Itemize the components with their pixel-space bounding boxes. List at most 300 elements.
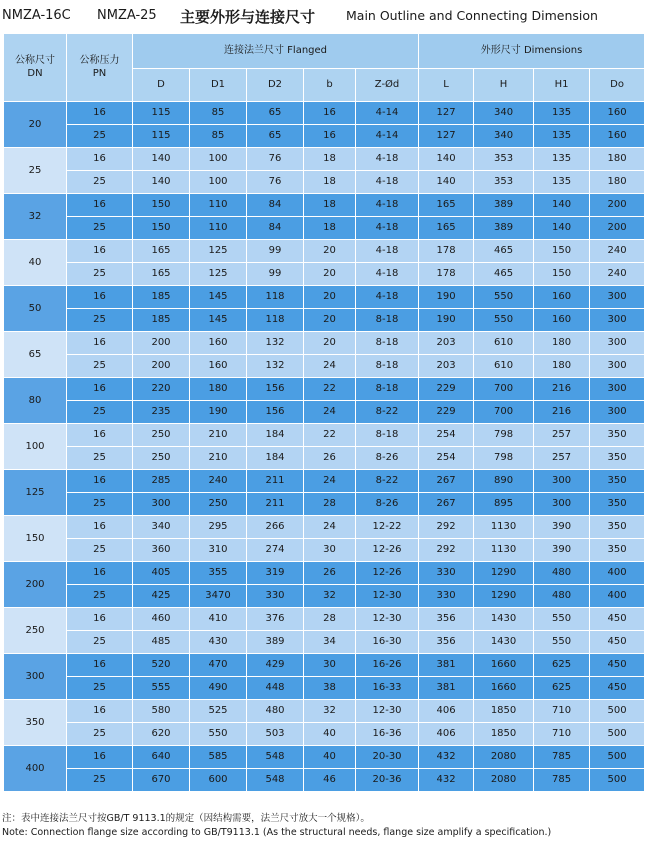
value-cell: 355 (190, 562, 247, 585)
value-cell: 8-18 (356, 424, 419, 447)
value-cell: 140 (133, 171, 190, 194)
value-cell: 165 (133, 240, 190, 263)
dn-cell: 80 (4, 378, 67, 424)
pn-cell: 25 (67, 355, 133, 378)
col-header-b: b (304, 69, 356, 102)
value-cell: 12-30 (356, 608, 419, 631)
value-cell: 22 (304, 424, 356, 447)
value-cell: 8-26 (356, 493, 419, 516)
col-header-d1: D1 (190, 69, 247, 102)
dn-cell: 40 (4, 240, 67, 286)
value-cell: 178 (419, 263, 474, 286)
title-english: Main Outline and Connecting Dimension (346, 8, 598, 23)
table-row (4, 240, 645, 263)
value-cell: 356 (419, 608, 474, 631)
value-cell: 625 (534, 677, 590, 700)
value-cell: 26 (304, 562, 356, 585)
value-cell: 300 (133, 493, 190, 516)
value-cell: 520 (133, 654, 190, 677)
pn-cell: 25 (67, 309, 133, 332)
value-cell: 250 (190, 493, 247, 516)
value-cell: 360 (133, 539, 190, 562)
value-cell: 429 (247, 654, 304, 677)
value-cell: 600 (190, 769, 247, 792)
value-cell: 20 (304, 332, 356, 355)
value-cell: 160 (534, 309, 590, 332)
value-cell: 400 (590, 562, 645, 585)
value-cell: 24 (304, 516, 356, 539)
table-row (4, 677, 645, 700)
pn-cell: 25 (67, 723, 133, 746)
value-cell: 156 (247, 401, 304, 424)
value-cell: 480 (534, 562, 590, 585)
pn-cell: 25 (67, 769, 133, 792)
value-cell: 165 (133, 263, 190, 286)
value-cell: 203 (419, 355, 474, 378)
table-row (4, 355, 645, 378)
value-cell: 890 (474, 470, 534, 493)
value-cell: 40 (304, 723, 356, 746)
value-cell: 390 (534, 539, 590, 562)
value-cell: 625 (534, 654, 590, 677)
value-cell: 710 (534, 723, 590, 746)
value-cell: 8-22 (356, 401, 419, 424)
value-cell: 310 (190, 539, 247, 562)
value-cell: 145 (190, 309, 247, 332)
col-header-h: H (474, 69, 534, 102)
value-cell: 292 (419, 539, 474, 562)
notes (2, 812, 648, 840)
pn-cell: 16 (67, 378, 133, 401)
value-cell: 240 (590, 240, 645, 263)
value-cell: 40 (304, 746, 356, 769)
table-row (4, 723, 645, 746)
value-cell: 389 (247, 631, 304, 654)
pn-cell: 16 (67, 102, 133, 125)
value-cell: 300 (590, 286, 645, 309)
dimension-table (3, 33, 645, 792)
value-cell: 700 (474, 378, 534, 401)
value-cell: 1430 (474, 631, 534, 654)
table-row (4, 401, 645, 424)
table-row (4, 263, 645, 286)
value-cell: 12-30 (356, 700, 419, 723)
col-header-d: D (133, 69, 190, 102)
value-cell: 710 (534, 700, 590, 723)
col-header-do: Do (590, 69, 645, 102)
value-cell: 350 (590, 470, 645, 493)
value-cell: 480 (534, 585, 590, 608)
value-cell: 118 (247, 286, 304, 309)
value-cell: 18 (304, 194, 356, 217)
title-chinese: 主要外形与连接尺寸 (180, 8, 316, 26)
value-cell: 46 (304, 769, 356, 792)
value-cell: 12-26 (356, 539, 419, 562)
value-cell: 254 (419, 447, 474, 470)
pn-cell: 16 (67, 562, 133, 585)
dn-header-en: DN (27, 68, 43, 79)
table-row (4, 516, 645, 539)
value-cell: 1130 (474, 516, 534, 539)
value-cell: 24 (304, 470, 356, 493)
value-cell: 84 (247, 194, 304, 217)
value-cell: 140 (534, 217, 590, 240)
value-cell: 150 (534, 240, 590, 263)
table-row (4, 447, 645, 470)
value-cell: 500 (590, 700, 645, 723)
dn-cell: 150 (4, 516, 67, 562)
table-row (4, 125, 645, 148)
value-cell: 330 (419, 585, 474, 608)
value-cell: 610 (474, 355, 534, 378)
value-cell: 319 (247, 562, 304, 585)
table-row (4, 194, 645, 217)
value-cell: 550 (474, 286, 534, 309)
value-cell: 20-30 (356, 746, 419, 769)
value-cell: 84 (247, 217, 304, 240)
value-cell: 28 (304, 608, 356, 631)
dn-cell: 400 (4, 746, 67, 792)
pn-cell: 16 (67, 286, 133, 309)
value-cell: 203 (419, 332, 474, 355)
value-cell: 500 (590, 769, 645, 792)
value-cell: 330 (247, 585, 304, 608)
value-cell: 798 (474, 447, 534, 470)
value-cell: 1130 (474, 539, 534, 562)
value-cell: 132 (247, 355, 304, 378)
value-cell: 8-18 (356, 332, 419, 355)
pn-cell: 25 (67, 171, 133, 194)
pn-cell: 16 (67, 516, 133, 539)
value-cell: 3470 (190, 585, 247, 608)
value-cell: 257 (534, 447, 590, 470)
note-chinese: 注：表中连接法兰尺寸按GB/T 9113.1的规定（因结构需要，法兰尺寸放大一个规格）。 (2, 813, 370, 824)
value-cell: 180 (190, 378, 247, 401)
value-cell: 4-18 (356, 148, 419, 171)
dn-header-cn: 公称尺寸 (15, 55, 55, 66)
value-cell: 490 (190, 677, 247, 700)
value-cell: 585 (190, 746, 247, 769)
table-row (4, 217, 645, 240)
value-cell: 150 (133, 217, 190, 240)
dn-cell: 300 (4, 654, 67, 700)
value-cell: 28 (304, 493, 356, 516)
value-cell: 16-30 (356, 631, 419, 654)
pn-cell: 16 (67, 332, 133, 355)
table-row (4, 171, 645, 194)
value-cell: 18 (304, 217, 356, 240)
flanged-group-header: 连接法兰尺寸 Flanged (133, 34, 419, 69)
value-cell: 200 (133, 355, 190, 378)
value-cell: 16 (304, 125, 356, 148)
value-cell: 250 (133, 424, 190, 447)
pn-cell: 16 (67, 746, 133, 769)
value-cell: 85 (190, 125, 247, 148)
value-cell: 500 (590, 723, 645, 746)
value-cell: 125 (190, 263, 247, 286)
pn-cell: 16 (67, 194, 133, 217)
value-cell: 300 (590, 401, 645, 424)
value-cell: 267 (419, 470, 474, 493)
value-cell: 2080 (474, 769, 534, 792)
value-cell: 160 (590, 102, 645, 125)
value-cell: 390 (534, 516, 590, 539)
dn-cell: 32 (4, 194, 67, 240)
value-cell: 670 (133, 769, 190, 792)
value-cell: 100 (190, 148, 247, 171)
pn-cell: 25 (67, 263, 133, 286)
value-cell: 165 (419, 194, 474, 217)
value-cell: 16-33 (356, 677, 419, 700)
value-cell: 34 (304, 631, 356, 654)
value-cell: 254 (419, 424, 474, 447)
value-cell: 32 (304, 700, 356, 723)
value-cell: 30 (304, 539, 356, 562)
header-row-top (4, 34, 645, 69)
value-cell: 1850 (474, 723, 534, 746)
value-cell: 216 (534, 401, 590, 424)
value-cell: 450 (590, 677, 645, 700)
value-cell: 432 (419, 769, 474, 792)
value-cell: 350 (590, 493, 645, 516)
value-cell: 160 (190, 355, 247, 378)
value-cell: 229 (419, 378, 474, 401)
value-cell: 353 (474, 171, 534, 194)
table-row (4, 539, 645, 562)
pn-cell: 25 (67, 585, 133, 608)
value-cell: 895 (474, 493, 534, 516)
value-cell: 1290 (474, 585, 534, 608)
pn-cell: 16 (67, 700, 133, 723)
value-cell: 140 (133, 148, 190, 171)
value-cell: 20 (304, 286, 356, 309)
value-cell: 350 (590, 424, 645, 447)
table-row (4, 332, 645, 355)
value-cell: 135 (534, 171, 590, 194)
value-cell: 22 (304, 378, 356, 401)
value-cell: 200 (133, 332, 190, 355)
value-cell: 376 (247, 608, 304, 631)
table-row (4, 608, 645, 631)
value-cell: 4-18 (356, 263, 419, 286)
value-cell: 470 (190, 654, 247, 677)
value-cell: 300 (590, 332, 645, 355)
value-cell: 350 (590, 539, 645, 562)
value-cell: 24 (304, 401, 356, 424)
dn-cell: 20 (4, 102, 67, 148)
value-cell: 1660 (474, 654, 534, 677)
value-cell: 640 (133, 746, 190, 769)
value-cell: 12-30 (356, 585, 419, 608)
value-cell: 8-18 (356, 378, 419, 401)
table-row (4, 562, 645, 585)
value-cell: 211 (247, 470, 304, 493)
value-cell: 200 (590, 217, 645, 240)
value-cell: 12-26 (356, 562, 419, 585)
value-cell: 274 (247, 539, 304, 562)
table-row (4, 700, 645, 723)
value-cell: 38 (304, 677, 356, 700)
value-cell: 432 (419, 746, 474, 769)
value-cell: 381 (419, 677, 474, 700)
dn-cell: 200 (4, 562, 67, 608)
value-cell: 210 (190, 447, 247, 470)
value-cell: 150 (133, 194, 190, 217)
pn-cell: 25 (67, 217, 133, 240)
pn-cell: 25 (67, 125, 133, 148)
pn-header (67, 34, 133, 102)
table-row (4, 769, 645, 792)
pn-cell: 25 (67, 631, 133, 654)
value-cell: 190 (190, 401, 247, 424)
title-bar (0, 6, 650, 28)
value-cell: 555 (133, 677, 190, 700)
value-cell: 250 (133, 447, 190, 470)
value-cell: 700 (474, 401, 534, 424)
value-cell: 353 (474, 148, 534, 171)
value-cell: 580 (133, 700, 190, 723)
dn-cell: 50 (4, 286, 67, 332)
value-cell: 135 (534, 148, 590, 171)
value-cell: 140 (419, 148, 474, 171)
value-cell: 180 (534, 355, 590, 378)
value-cell: 185 (133, 286, 190, 309)
value-cell: 4-18 (356, 171, 419, 194)
value-cell: 266 (247, 516, 304, 539)
value-cell: 257 (534, 424, 590, 447)
col-header-d2: D2 (247, 69, 304, 102)
value-cell: 20 (304, 240, 356, 263)
value-cell: 300 (590, 355, 645, 378)
value-cell: 381 (419, 654, 474, 677)
value-cell: 1660 (474, 677, 534, 700)
model-name-2: NMZA-25 (97, 8, 157, 23)
value-cell: 4-18 (356, 240, 419, 263)
value-cell: 460 (133, 608, 190, 631)
value-cell: 400 (590, 585, 645, 608)
value-cell: 216 (534, 378, 590, 401)
value-cell: 160 (590, 125, 645, 148)
value-cell: 785 (534, 769, 590, 792)
value-cell: 300 (590, 309, 645, 332)
value-cell: 160 (534, 286, 590, 309)
value-cell: 300 (590, 378, 645, 401)
dn-cell: 350 (4, 700, 67, 746)
pn-cell: 16 (67, 470, 133, 493)
value-cell: 4-18 (356, 217, 419, 240)
value-cell: 4-18 (356, 286, 419, 309)
value-cell: 135 (534, 125, 590, 148)
value-cell: 32 (304, 585, 356, 608)
value-cell: 550 (190, 723, 247, 746)
note-english: Note: Connection flange size according to GB/T9113.1 (As the structural needs, flange size amplify a specification.) (2, 827, 552, 838)
table-row (4, 148, 645, 171)
value-cell: 20 (304, 263, 356, 286)
dn-cell: 125 (4, 470, 67, 516)
value-cell: 125 (190, 240, 247, 263)
table-row (4, 746, 645, 769)
value-cell: 330 (419, 562, 474, 585)
value-cell: 190 (419, 286, 474, 309)
value-cell: 480 (247, 700, 304, 723)
value-cell: 185 (133, 309, 190, 332)
value-cell: 1430 (474, 608, 534, 631)
value-cell: 448 (247, 677, 304, 700)
value-cell: 548 (247, 769, 304, 792)
value-cell: 1290 (474, 562, 534, 585)
value-cell: 525 (190, 700, 247, 723)
pn-cell: 25 (67, 401, 133, 424)
value-cell: 406 (419, 700, 474, 723)
value-cell: 100 (190, 171, 247, 194)
value-cell: 110 (190, 194, 247, 217)
value-cell: 285 (133, 470, 190, 493)
value-cell: 211 (247, 493, 304, 516)
value-cell: 115 (133, 102, 190, 125)
pn-cell: 25 (67, 539, 133, 562)
value-cell: 4-14 (356, 102, 419, 125)
value-cell: 2080 (474, 746, 534, 769)
pn-cell: 16 (67, 148, 133, 171)
value-cell: 150 (534, 263, 590, 286)
value-cell: 135 (534, 102, 590, 125)
value-cell: 8-18 (356, 309, 419, 332)
table-row (4, 493, 645, 516)
table-row (4, 309, 645, 332)
value-cell: 350 (590, 447, 645, 470)
value-cell: 4-18 (356, 194, 419, 217)
value-cell: 550 (474, 309, 534, 332)
value-cell: 8-22 (356, 470, 419, 493)
model-name-1: NMZA-16C (2, 8, 71, 23)
value-cell: 465 (474, 240, 534, 263)
value-cell: 389 (474, 194, 534, 217)
value-cell: 184 (247, 447, 304, 470)
value-cell: 240 (190, 470, 247, 493)
value-cell: 180 (590, 171, 645, 194)
value-cell: 26 (304, 447, 356, 470)
value-cell: 340 (133, 516, 190, 539)
value-cell: 12-22 (356, 516, 419, 539)
value-cell: 1850 (474, 700, 534, 723)
value-cell: 620 (133, 723, 190, 746)
value-cell: 20-36 (356, 769, 419, 792)
dn-header (4, 34, 67, 102)
value-cell: 127 (419, 125, 474, 148)
value-cell: 550 (534, 631, 590, 654)
value-cell: 450 (590, 608, 645, 631)
value-cell: 292 (419, 516, 474, 539)
value-cell: 240 (590, 263, 645, 286)
value-cell: 16-36 (356, 723, 419, 746)
table-row (4, 631, 645, 654)
value-cell: 30 (304, 654, 356, 677)
value-cell: 356 (419, 631, 474, 654)
value-cell: 300 (534, 470, 590, 493)
value-cell: 430 (190, 631, 247, 654)
value-cell: 140 (534, 194, 590, 217)
value-cell: 18 (304, 171, 356, 194)
value-cell: 18 (304, 148, 356, 171)
value-cell: 156 (247, 378, 304, 401)
col-header-h1: H1 (534, 69, 590, 102)
value-cell: 65 (247, 125, 304, 148)
pn-cell: 16 (67, 608, 133, 631)
dn-cell: 25 (4, 148, 67, 194)
pn-cell: 25 (67, 677, 133, 700)
table-row (4, 654, 645, 677)
value-cell: 65 (247, 102, 304, 125)
